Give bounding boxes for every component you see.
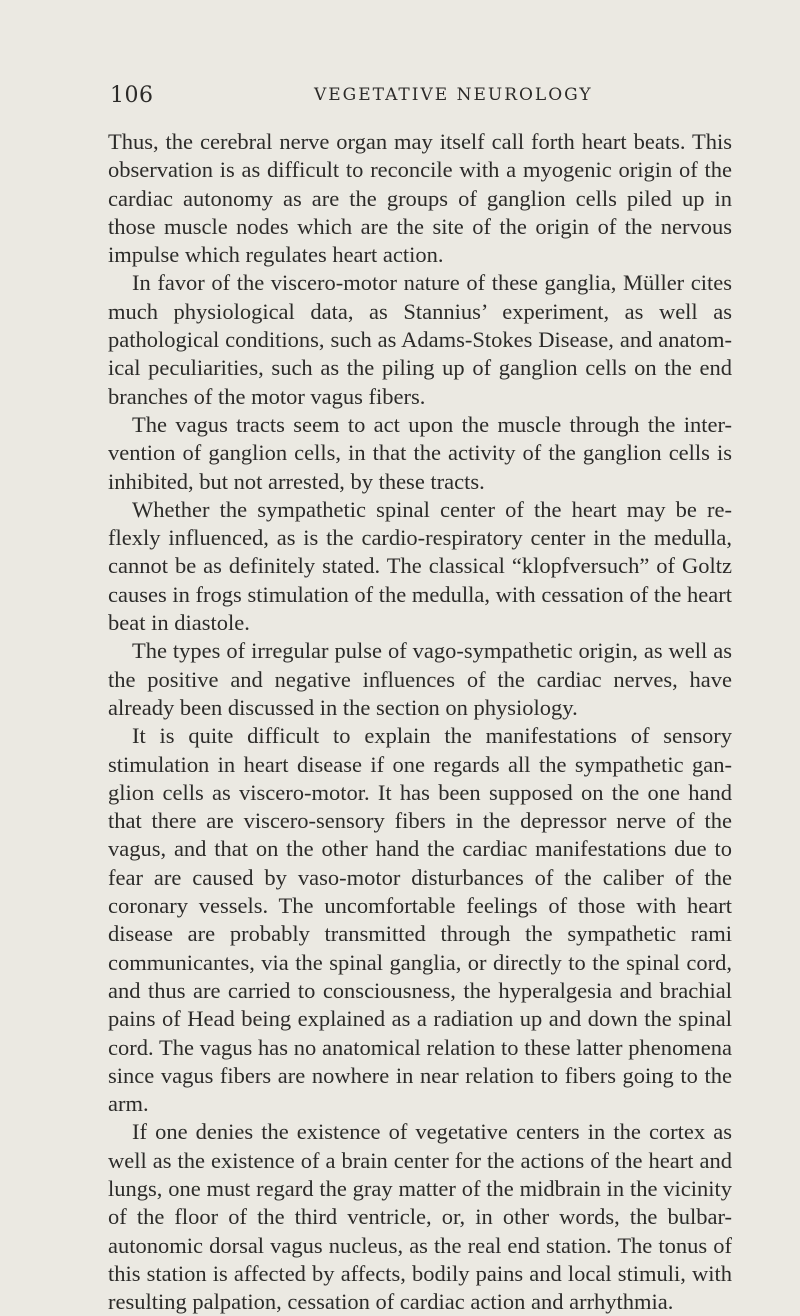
running-head xyxy=(108,83,732,113)
paragraph-1: Thus, the cerebral nerve organ may itself call forth heart beats. This observation is as difficult to reconcile with a myogenic origin of the cardiac autonomy as are the groups of ganglion cells piled up in those muscle nodes which are the site of the origin of the nervous impulse which regulates heart action. xyxy=(108,129,732,268)
paragraph-4: Whether the sympathetic spinal center of the heart may be re- flexly influenced, as is the cardio-respiratory center in the medulla, cannot be as definitely stated. The classical “klopfversuch” of Goltz causes in frogs stimulation of the medulla, with cessation of the heart beat in diastole. xyxy=(108,496,732,636)
page-number: 106 xyxy=(110,83,154,108)
body-text xyxy=(108,128,732,1316)
paragraph-2: In favor of the viscero-motor nature of these ganglia, Müller cites much physiological data, as Stannius’ experiment, as well as pathological conditions, such as Adams-Stokes Disease, and anatom- ical peculiarities, such as the piling up of ganglion cells on the end branches of the motor vagus fibers. xyxy=(108,270,732,409)
paragraph-5: The types of irregular pulse of vago-sympathetic origin, as well as the positive and negative influences of the cardiac nerves, have already been discussed in the section on physiology. xyxy=(108,638,732,720)
paragraph-3: The vagus tracts seem to act upon the muscle through the inter- vention of ganglion cells, in that the activity of the ganglion cells is inhibited, but not arrested, by these tracts. xyxy=(108,411,732,494)
running-title: VEGETATIVE NEUROLOGY xyxy=(314,85,593,105)
paragraph-7: If one denies the existence of vegetative centers in the cortex as well as the existence of a brain center for the actions of the heart and lungs, one must regard the gray matter of the midbrain in the vicinity of the floor of the third ventricle, or, in other words, the bulbar-autonomic dorsal vagus nucleus, as the real end station. The tonus of this station is affected by affects, bodily pains and local stimuli, with resulting palpation, cessation of cardiac action and arrhythmia. xyxy=(108,1119,732,1315)
paragraph-6: It is quite difficult to explain the manifestations of sensory stimulation in heart disease if one regards all the sympathetic gan- glion cells as viscero-motor. It has been supposed on the one hand that there are viscero-sensory fibers in the depressor nerve of the vagus, and that on the other hand the cardiac manifestations due to fear are caused by vaso-motor disturbances of the caliber of the coronary vessels. The uncomfortable feelings of those with heart disease are probably transmitted through the sympathetic rami communicantes, via the spinal ganglia, or directly to the spinal cord, and thus are carried to consciousness, the hyperalgesia and brachial pains of Head being explained as a radiation up and down the spinal cord. The vagus has no anatomical relation to these latter phenomena since vagus fibers are nowhere in near relation to fibers going to the arm. xyxy=(108,723,732,1117)
